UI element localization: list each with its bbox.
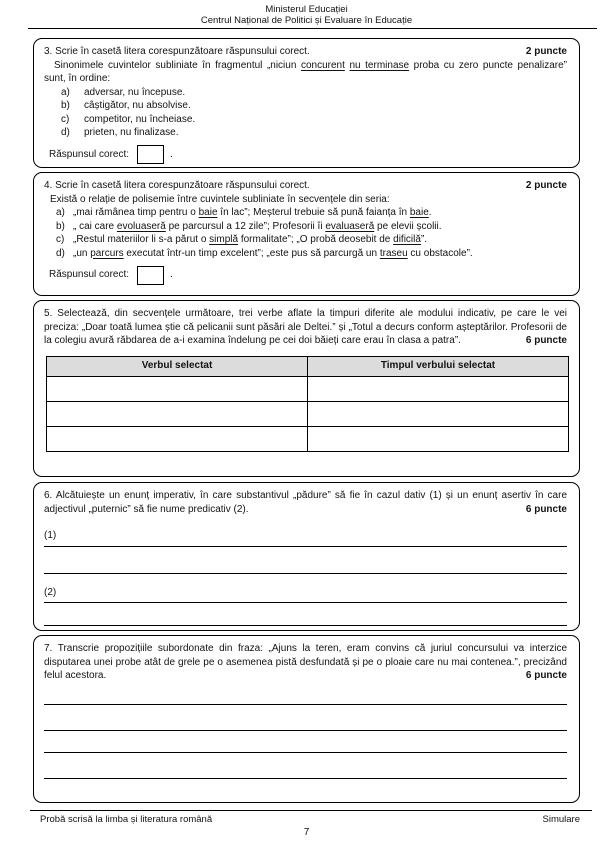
q3-answer-box[interactable] (137, 145, 164, 164)
question-5-box (33, 300, 580, 477)
q3-answer-row: Răspunsul corect: . (49, 144, 567, 166)
q4-option-c: c) „Restul materiilor li s-a părut o simplă formalitate”; „O probă deosebit de dificilă”. (56, 234, 428, 245)
q4-option-d: d) „un parcurs executat într-un timp excelent”; „este pus să parcurgă un traseu cu obstacole”. (56, 247, 473, 259)
q5-cell-tense-2[interactable] (308, 401, 569, 426)
q6-label-1: (1) (44, 530, 57, 541)
footer-session: Simulare (542, 814, 580, 825)
question-5-points: 6 puncte (525, 335, 567, 346)
question-5-text: 5. Selectează, din secvențele următoare, trei verbe aflate la timpuri diferite ale modului indicativ, pe care le vei preciza: „Doar toată lumea știe că pelicanii sunt păsări ale Deltei.” și „Totul a decurs conform așteptărilor. Profesorii de la colegiu avură răbdarea de a-i examina îndelung pe cei doi băieți care erau în clasa a patra”. 6 puncte (44, 308, 567, 346)
q7-answer-line-1[interactable] (44, 683, 567, 705)
q7-answer-line-2[interactable] (44, 705, 567, 731)
question-4-prompt: Scrie în casetă litera corespunzătoare răspunsului corect. (55, 180, 310, 191)
q5-table-header-verb: Verbul selectat (47, 356, 308, 376)
q5-cell-verb-1[interactable] (47, 376, 308, 401)
q4-option-b: b) „ cai care evoluaseră pe parcursul a 12 zile”; Profesorii îi evaluaseră pe elevii școlii. (56, 220, 442, 232)
q3-option-b: b) câștigător, nu absolvise. (61, 100, 191, 111)
q3-option-d: d) prieten, nu finalizase. (61, 127, 179, 138)
question-4-number: 4. (44, 180, 53, 191)
question-4-intro: Există o relație de polisemie între cuvintele subliniate în secvențele din seria: (50, 193, 390, 205)
question-3-points: 2 puncte (525, 46, 567, 57)
question-7-text: 7. Transcrie propozițiile subordonate din fraza: „Ajuns la teren, eram convins că juriul concursului va interzice disputarea unei probe atât de grele pe o asemenea pistă desfundată și pe o ploaie care nu mai contenea.”, precizând felul acestora. 6 puncte (44, 643, 567, 681)
question-7-box (33, 635, 580, 803)
table-row (47, 426, 569, 451)
footer-rule (30, 810, 592, 811)
q4-answer-box[interactable] (137, 266, 164, 285)
question-6-box (33, 482, 580, 631)
q4-answer-label: Răspunsul corect: (49, 269, 130, 281)
table-row (47, 376, 569, 401)
q3-option-a: a) adversar, nu începuse. (61, 86, 186, 98)
footer-subject: Probă scrisă la limba și literatura română (40, 814, 213, 825)
question-7-points: 6 puncte (525, 670, 567, 681)
q6-answer-line-4[interactable] (44, 603, 567, 626)
q5-cell-verb-2[interactable] (47, 401, 308, 426)
q3-option-c: c) competitor, nu încheiase. (61, 113, 196, 125)
q6-answer-line-3[interactable] (44, 586, 567, 604)
q5-cell-verb-3[interactable] (47, 426, 308, 451)
center-title: Centrul Național de Politici și Evaluare în Educație (200, 15, 413, 26)
table-row (47, 401, 569, 426)
q5-answer-table (46, 356, 569, 452)
ministry-title: Ministerul Educației (265, 4, 348, 15)
question-3-prompt: Scrie în casetă litera corespunzătoare răspunsului corect. (55, 46, 310, 57)
page-number: 7 (303, 827, 310, 838)
q5-table-header-tense: Timpul verbului selectat (308, 356, 569, 376)
q6-answer-line-2[interactable] (44, 547, 567, 574)
question-4-box (33, 172, 580, 296)
q6-answer-line-1[interactable] (44, 529, 567, 547)
q5-cell-tense-3[interactable] (308, 426, 569, 451)
q6-label-2: (2) (44, 586, 57, 598)
question-3-intro: Sinonimele cuvintelor subliniate în fragmentul „niciun concurent nu terminase proba cu zero puncte penalizare” sunt, în ordine: (44, 59, 567, 84)
q7-answer-line-3[interactable] (44, 731, 567, 753)
question-4-head (44, 179, 567, 193)
q4-option-a: a) „mai rămânea timp pentru o baie în lac”; Meșterul trebuie să pună faianța în baie. (56, 207, 432, 218)
question-3-head (44, 45, 567, 59)
question-4-points: 2 puncte (525, 180, 567, 191)
q7-answer-line-4[interactable] (44, 753, 567, 779)
question-6-points: 6 puncte (525, 503, 567, 515)
q5-cell-tense-1[interactable] (308, 376, 569, 401)
header-rule (28, 28, 597, 29)
question-3-number: 3. (44, 46, 53, 57)
question-6-text: 6. Alcătuiește un enunț imperativ, în care substantivul „pădure” să fie în cazul dativ (1) și un enunț asertiv în care adjectivul „puternic” să fie nume predicativ (2). 6 puncte (44, 490, 567, 515)
q4-answer-row: Răspunsul corect: . (49, 264, 567, 286)
q3-answer-label: Răspunsul corect: (49, 148, 130, 160)
question-3-box (33, 38, 580, 168)
